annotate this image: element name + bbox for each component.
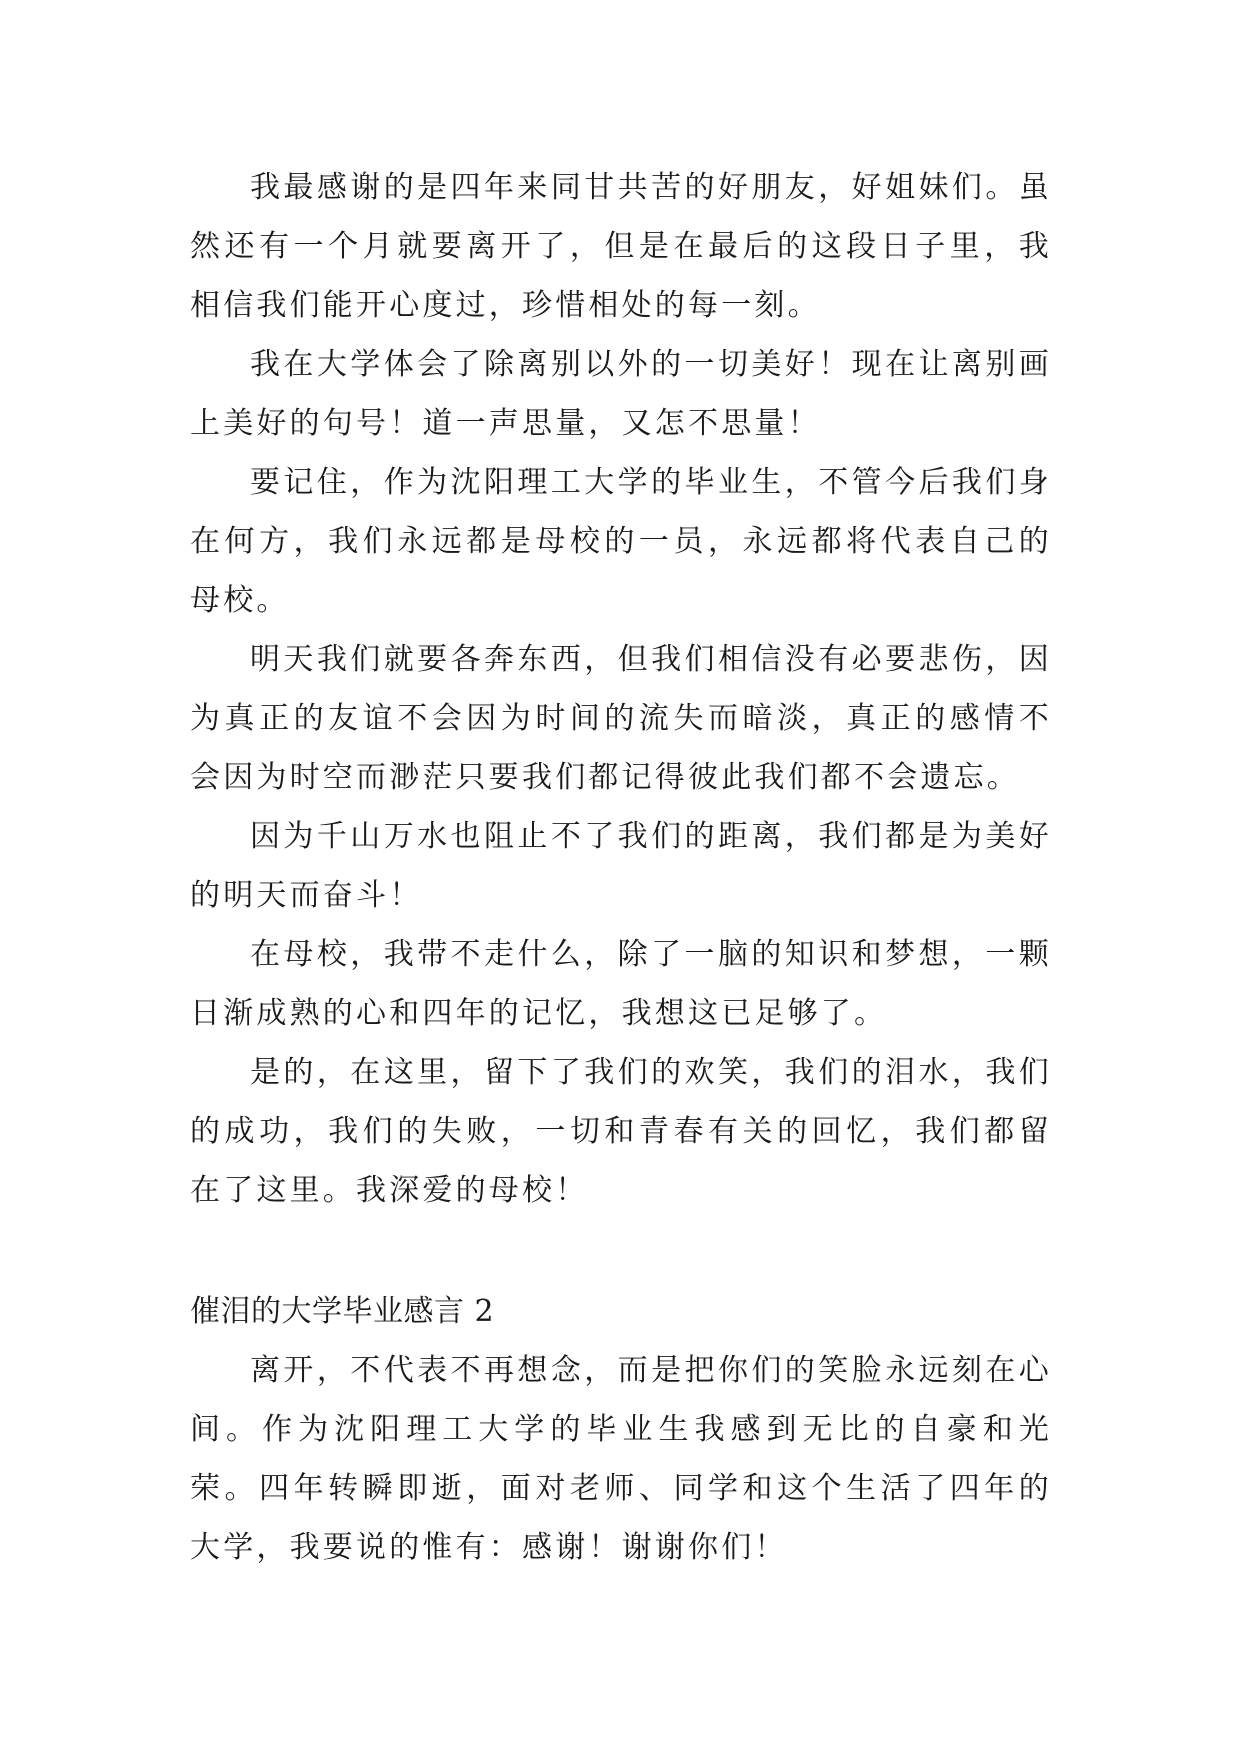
paragraph: 离开，不代表不再想念，而是把你们的笑脸永远刻在心间。作为沈阳理工大学的毕业生我感到无比的自豪和光荣。四年转瞬即逝，面对老师、同学和这个生活了四年的大学，我要说的惟有：感谢！谢谢你们！ (190, 1353, 1052, 1565)
paragraph: 明天我们就要各奔东西，但我们相信没有必要悲伤，因为真正的友谊不会因为时间的流失而暗淡，真正的感情不会因为时空而渺茫只要我们都记得彼此我们都不会遗忘。 (190, 642, 1052, 795)
paragraph: 因为千山万水也阻止不了我们的距离，我们都是为美好的明天而奋斗！ (190, 819, 1052, 913)
section-heading: 催泪的大学毕业感言 2 (190, 1294, 495, 1329)
paragraph: 我在大学体会了除离别以外的一切美好！现在让离别画上美好的句号！道一声思量，又怎不思量！ (190, 347, 1052, 441)
paragraph: 我最感谢的是四年来同甘共苦的好朋友，好姐妹们。虽然还有一个月就要离开了，但是在最后的这段日子里，我相信我们能开心度过，珍惜相处的每一刻。 (190, 170, 1052, 323)
paragraph: 要记住，作为沈阳理工大学的毕业生，不管今后我们身在何方，我们永远都是母校的一员，永远都将代表自己的母校。 (190, 465, 1052, 618)
paragraph: 是的，在这里，留下了我们的欢笑，我们的泪水，我们的成功，我们的失败，一切和青春有关的回忆，我们都留在了这里。我深爱的母校！ (190, 1055, 1052, 1208)
paragraph: 在母校，我带不走什么，除了一脑的知识和梦想，一颗日渐成熟的心和四年的记忆，我想这已足够了。 (190, 937, 1052, 1031)
document-page (190, 158, 1052, 1577)
